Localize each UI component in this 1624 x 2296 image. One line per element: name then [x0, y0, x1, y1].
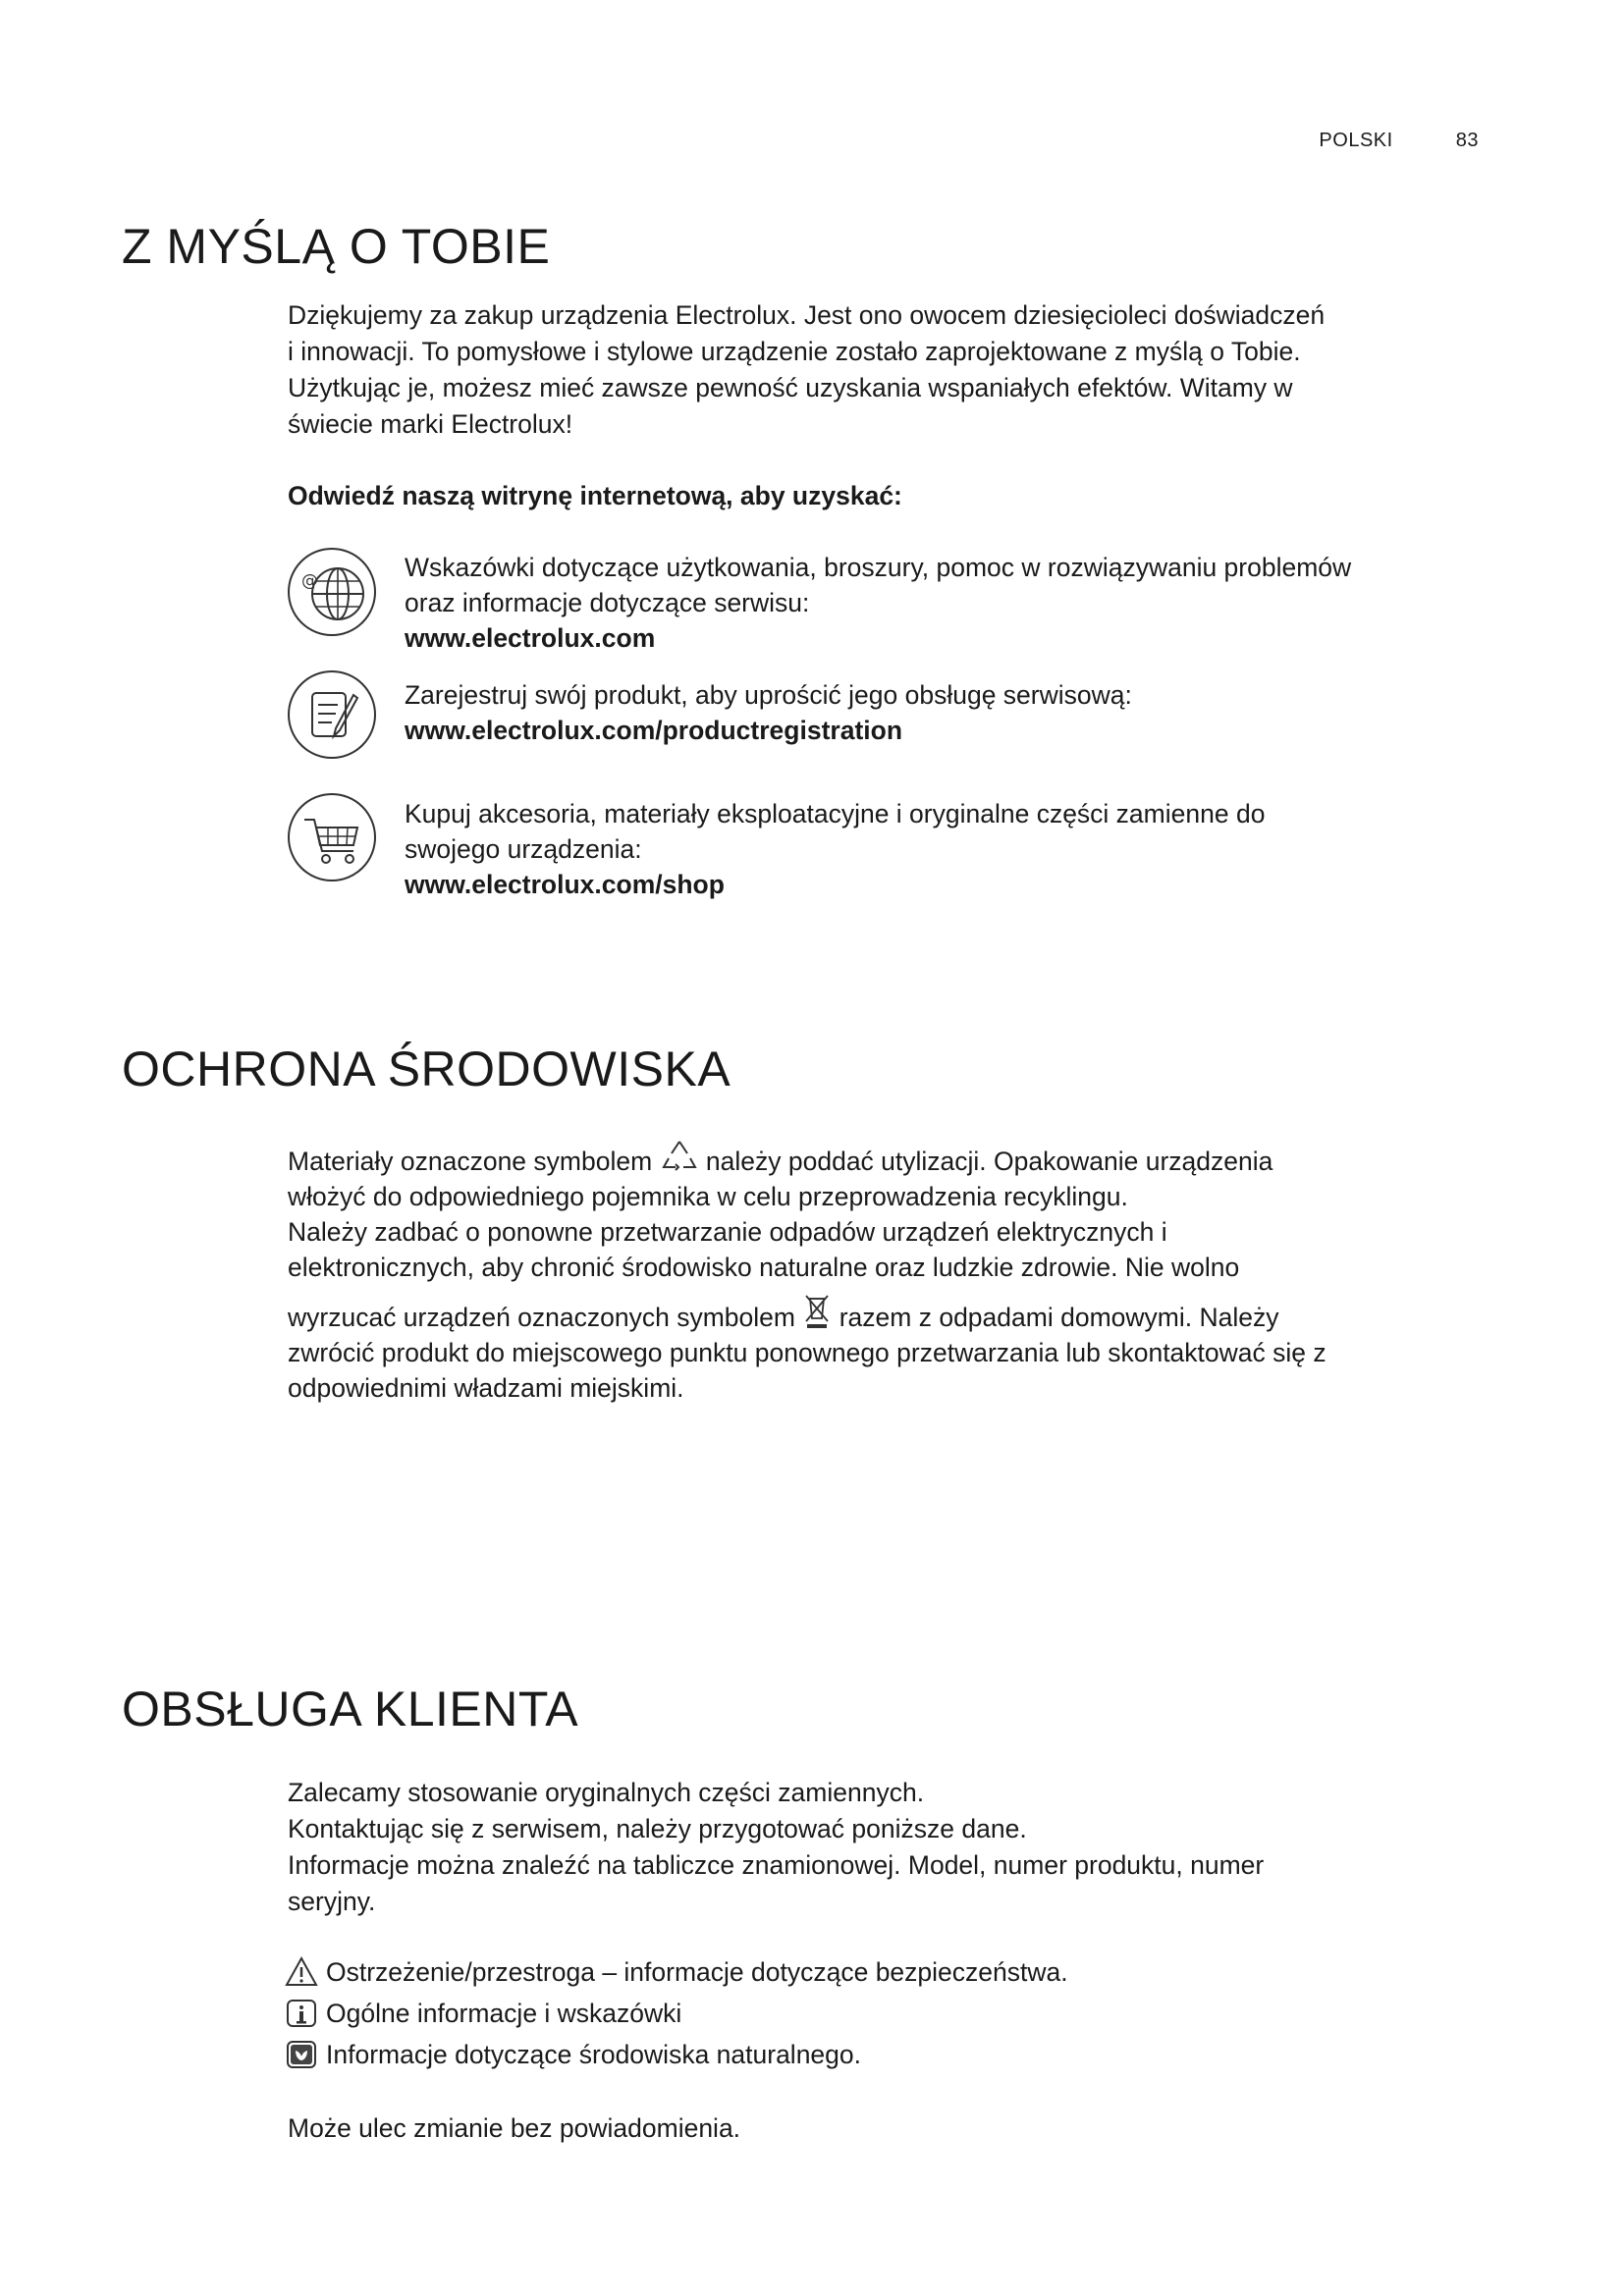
service-text — [405, 796, 1494, 902]
section-title-environment: OCHRONA ŚRODOWISKA — [122, 1041, 731, 1096]
svg-text:@: @ — [301, 571, 318, 591]
env-text-segment: Materiały oznaczone symbolem — [288, 1147, 653, 1176]
warning-triangle-icon — [285, 1955, 318, 1989]
env-text-segment: należy poddać utylizacji. Opakowanie urządzenia — [705, 1147, 1273, 1176]
customer-line: Zalecamy stosowanie oryginalnych części zamiennych. — [288, 1778, 925, 1807]
symbol-legend — [285, 1951, 1365, 2075]
crossed-bin-icon — [802, 1293, 832, 1330]
link-shop[interactable]: www.electrolux.com/shop — [405, 870, 725, 899]
language-label: POLSKI — [1319, 130, 1393, 151]
link-electrolux-com[interactable]: www.electrolux.com — [405, 623, 656, 653]
customer-service-text — [288, 1775, 1486, 1920]
legend-item-info — [285, 1993, 1365, 2034]
section-title-welcome: Z MYŚLĄ O TOBIE — [122, 219, 551, 274]
environment-text — [288, 1139, 1486, 1406]
intro-line: świecie marki Electrolux! — [288, 409, 573, 439]
service-line: Zarejestruj swój produkt, aby uprościć jego obsługę serwisową: — [405, 680, 1132, 710]
registration-icon — [285, 667, 379, 762]
welcome-intro — [288, 297, 1486, 443]
service-text — [405, 550, 1494, 656]
env-line: odpowiednimi władzami miejskimi. — [288, 1373, 684, 1403]
legend-text: Ogólne informacje i wskazówki — [326, 1998, 682, 2028]
customer-line: Informacje można znaleźć na tabliczce znamionowej. Model, numer produktu, numer — [288, 1850, 1265, 1880]
service-line: oraz informacje dotyczące serwisu: — [405, 588, 810, 617]
service-line: Wskazówki dotyczące użytkowania, broszury, pomoc w rozwiązywaniu problemów — [405, 553, 1352, 582]
legend-text: Informacje dotyczące środowiska naturalnego. — [326, 2039, 862, 2069]
section-title-customer-service: OBSŁUGA KLIENTA — [122, 1682, 579, 1736]
env-line — [288, 1139, 1486, 1179]
page-number: 83 — [1455, 130, 1479, 151]
page-header — [1319, 130, 1479, 152]
intro-line: Użytkując je, możesz mieć zawsze pewność uzyskania wspaniałych efektów. Witamy w — [288, 373, 1293, 402]
link-product-registration[interactable]: www.electrolux.com/productregistration — [405, 716, 903, 745]
env-line — [288, 1293, 1486, 1335]
service-text — [405, 677, 1494, 748]
service-line: Kupuj akcesoria, materiały eksploatacyjne i oryginalne części zamienne do — [405, 799, 1266, 828]
legend-item-warning — [285, 1951, 1365, 1993]
globe-icon — [285, 545, 379, 639]
recycle-icon — [660, 1139, 699, 1174]
env-line: zwrócić produkt do miejscowego punktu ponownego przetwarzania lub skontaktować się z — [288, 1338, 1326, 1367]
environment-leaf-icon — [285, 2038, 318, 2071]
shopping-cart-icon — [285, 790, 379, 884]
env-text-segment: razem z odpadami domowymi. Należy — [839, 1303, 1279, 1332]
info-icon — [285, 1997, 318, 2030]
visit-website-heading: Odwiedź naszą witrynę internetową, aby uzyskać: — [288, 481, 902, 510]
service-line: swojego urządzenia: — [405, 834, 642, 864]
env-line: elektronicznych, aby chronić środowisko naturalne oraz ludzkie zdrowie. Nie wolno — [288, 1253, 1240, 1282]
env-text-segment: wyrzucać urządzeń oznaczonych symbolem — [288, 1303, 795, 1332]
legend-item-environment — [285, 2034, 1365, 2075]
customer-line: seryjny. — [288, 1887, 376, 1916]
intro-line: i innowacji. To pomysłowe i stylowe urządzenie zostało zaprojektowane z myślą o Tobie. — [288, 337, 1301, 366]
change-notice: Może ulec zmianie bez powiadomienia. — [288, 2113, 741, 2143]
legend-text: Ostrzeżenie/przestroga – informacje dotyczące bezpieczeństwa. — [326, 1956, 1068, 1987]
env-line: Należy zadbać o ponowne przetwarzanie odpadów urządzeń elektrycznych i — [288, 1217, 1167, 1247]
customer-line: Kontaktując się z serwisem, należy przygotować poniższe dane. — [288, 1814, 1027, 1843]
env-line: włożyć do odpowiedniego pojemnika w celu przeprowadzenia recyklingu. — [288, 1182, 1128, 1211]
intro-line: Dziękujemy za zakup urządzenia Electrolux. Jest ono owocem dziesięcioleci doświadczeń — [288, 300, 1326, 330]
